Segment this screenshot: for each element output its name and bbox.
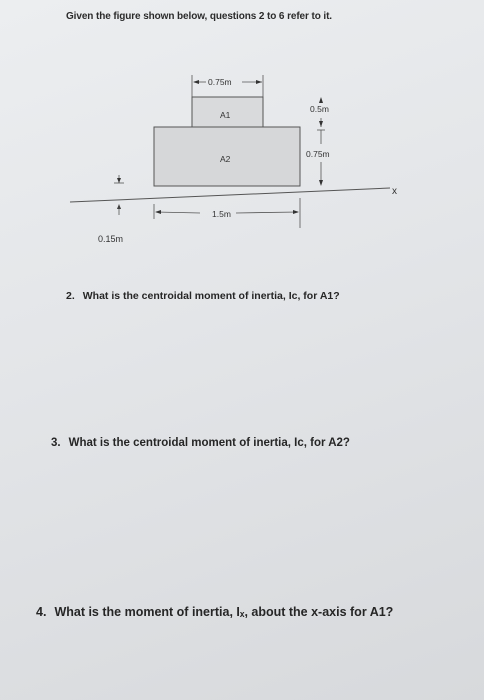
dim-bottom-label: 1.5m — [212, 209, 231, 219]
dim-a2-label: 0.75m — [306, 149, 330, 159]
dim-a1-arrow-bottom — [319, 121, 323, 127]
question-3 — [51, 437, 350, 449]
question-4 — [36, 605, 393, 619]
intro-text: Given the figure shown below, questions 2 to 6 refer to it. — [66, 11, 332, 22]
composite-area-figure — [0, 0, 484, 260]
question-4-text: What is the moment of inertia, Iₓ, about the x-axis for A1? — [54, 605, 394, 619]
question-2-text: What is the centroidal moment of inertia, Iᴄ, for A1? — [82, 290, 340, 302]
dim-bottom-line-right — [236, 212, 298, 213]
label-a1: A1 — [220, 110, 231, 120]
question-2-number: 2. — [66, 290, 75, 302]
question-4-number: 4. — [36, 605, 47, 619]
dim-offset-label: 0.15m — [98, 234, 124, 244]
axis-x-label: x — [392, 186, 397, 197]
label-a2: A2 — [220, 154, 231, 164]
question-3-text: What is the centroidal moment of inertia, Iᴄ, for A2? — [68, 437, 350, 449]
dim-bottom-arrow-right — [293, 210, 299, 214]
dim-top-arrow-left — [193, 80, 199, 84]
figure-svg — [0, 0, 484, 260]
dim-bottom-arrow-left — [155, 210, 161, 214]
question-2 — [66, 290, 340, 302]
x-axis-line — [70, 188, 390, 202]
dim-top-label: 0.75m — [208, 77, 232, 87]
dim-a1-arrow-top — [319, 97, 323, 103]
dim-bottom-line-left — [156, 212, 200, 213]
dim-a1-label: 0.5m — [310, 104, 329, 114]
dim-top-arrow-right — [256, 80, 262, 84]
dim-a2-arrow-bottom — [319, 180, 323, 186]
question-3-number: 3. — [51, 437, 61, 449]
dim-offset-arrow-down — [117, 178, 121, 183]
